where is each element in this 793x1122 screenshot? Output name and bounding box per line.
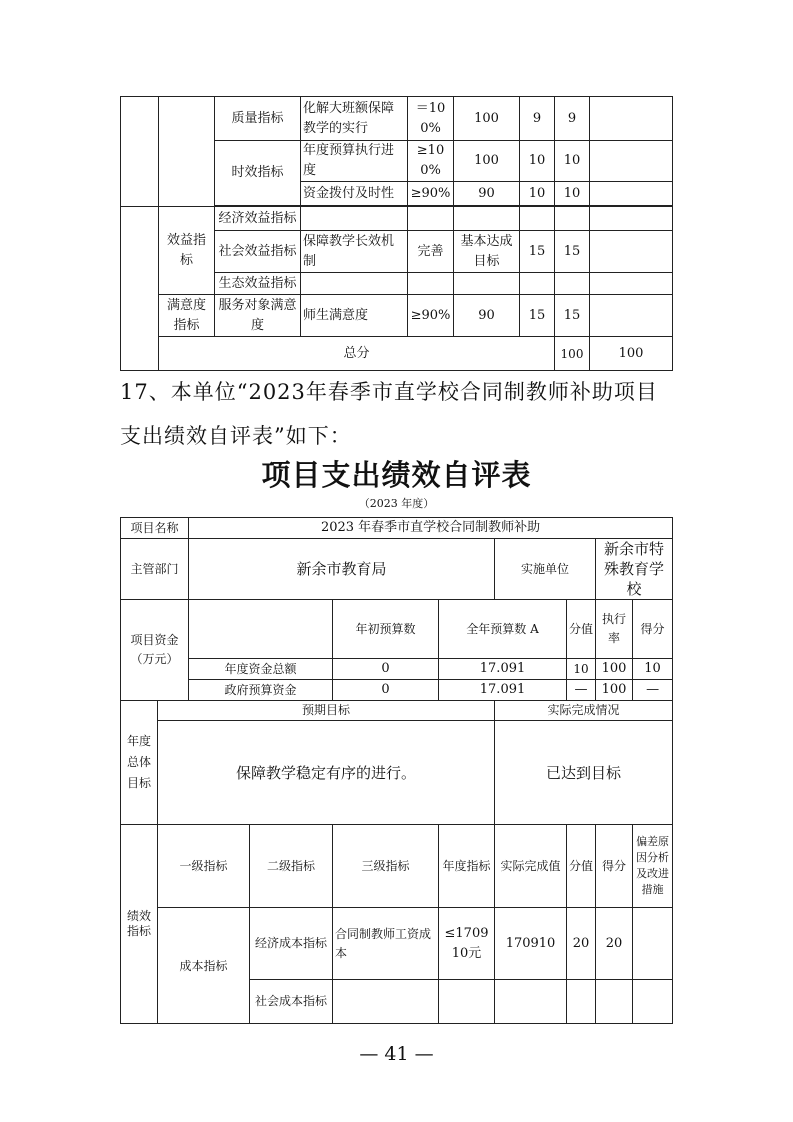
row-gov-weight: — — [567, 680, 596, 701]
social-benefit-label: 社会效益指标 — [215, 231, 301, 273]
blank-cell — [520, 273, 555, 295]
self-evaluation-form — [120, 517, 673, 1024]
header-score: 得分 — [596, 825, 633, 908]
cost-actual: 170910 — [495, 908, 567, 980]
blank-cell — [301, 273, 408, 295]
timeliness-indicator-label: 时效指标 — [215, 141, 301, 206]
blank-cell — [590, 295, 673, 337]
satisfaction-indicator-label: 满意度指标 — [159, 295, 215, 337]
actual-value: 100 — [454, 141, 520, 182]
actual-value: 基本达成目标 — [454, 231, 520, 273]
row-gov-funds-label: 政府预算资金 — [189, 680, 333, 701]
form-title: 项目支出绩效自评表 — [261, 458, 532, 492]
funds-label: 项目资金（万元） — [121, 600, 189, 701]
header-deviation-analysis: 偏差原因分析及改进措施 — [633, 825, 673, 908]
weight-value: 9 — [520, 97, 555, 141]
actual-completion-text: 已达到目标 — [495, 721, 673, 825]
blank-cell — [590, 273, 673, 295]
header-level1: 一级指标 — [158, 825, 250, 908]
social-cost-label: 社会成本指标 — [250, 980, 333, 1024]
actual-completion-label: 实际完成情况 — [495, 701, 673, 721]
col-weight: 分值 — [567, 600, 596, 659]
blank-cell — [301, 207, 408, 231]
total-weight: 100 — [555, 337, 590, 371]
body-paragraph-line: 支出绩效自评表”如下： — [120, 424, 352, 448]
col-score: 得分 — [633, 600, 673, 659]
benefit-indicator-label: 效益指标 — [159, 207, 215, 295]
blank-cell — [555, 273, 590, 295]
score-value: 10 — [555, 182, 590, 206]
performance-table-continued — [120, 96, 673, 371]
blank-cell — [555, 207, 590, 231]
weight-value: 15 — [520, 295, 555, 337]
target-value: ≥90% — [408, 295, 454, 337]
indicator-text: 资金拨付及时性 — [301, 182, 408, 206]
row-total-weight: 10 — [567, 659, 596, 680]
weight-value: 10 — [520, 182, 555, 206]
impl-label: 实施单位 — [495, 539, 596, 600]
header-level2: 二级指标 — [250, 825, 333, 908]
blank-cell — [590, 141, 673, 182]
col-annual-budget: 全年预算数 A — [439, 600, 567, 659]
blank-cell — [454, 207, 520, 231]
row-total-initial: 0 — [333, 659, 439, 680]
page-number: — 41 — — [359, 1043, 434, 1065]
economic-cost-label: 经济成本指标 — [250, 908, 333, 980]
cost-target: ≤170910元 — [439, 908, 495, 980]
blank-cell — [590, 231, 673, 273]
blank-cell — [495, 980, 567, 1024]
blank-cell — [454, 273, 520, 295]
body-paragraph-line: 17、本单位“2023年春季市直学校合同制教师补助项目 — [120, 380, 658, 404]
col-initial-budget: 年初预算数 — [333, 600, 439, 659]
indicator-text: 化解大班额保障教学的实行 — [301, 97, 408, 141]
row-gov-annual: 17.091 — [439, 680, 567, 701]
score-value: 9 — [555, 97, 590, 141]
blank-cell — [590, 207, 673, 231]
actual-value: 90 — [454, 295, 520, 337]
indicator-text: 保障教学长效机制 — [301, 231, 408, 273]
project-name-label: 项目名称 — [121, 518, 189, 539]
score-value: 15 — [555, 295, 590, 337]
target-value: 完善 — [408, 231, 454, 273]
header-level3: 三级指标 — [333, 825, 439, 908]
annual-goal-label: 年度总体目标 — [121, 701, 158, 825]
blank-cell — [333, 980, 439, 1024]
service-satisfaction-label: 服务对象满意度 — [215, 295, 301, 337]
blank-cell — [159, 97, 215, 207]
cost-weight: 20 — [567, 908, 596, 980]
blank-cell — [633, 980, 673, 1024]
total-score: 100 — [590, 337, 673, 371]
expected-goal-text: 保障教学稳定有序的进行。 — [158, 721, 495, 825]
impl-value: 新余市特殊教育学校 — [596, 539, 673, 600]
blank-cell — [439, 980, 495, 1024]
row-total-annual: 17.091 — [439, 659, 567, 680]
blank-cell — [189, 600, 333, 659]
blank-cell — [590, 97, 673, 141]
indicator-text: 年度预算执行进度 — [301, 141, 408, 182]
col-exec-rate: 执行率 — [596, 600, 633, 659]
blank-cell — [121, 97, 159, 207]
row-gov-score: — — [633, 680, 673, 701]
target-value: ≥90% — [408, 182, 454, 206]
blank-cell — [520, 207, 555, 231]
dept-label: 主管部门 — [121, 539, 189, 600]
header-weight: 分值 — [567, 825, 596, 908]
blank-cell — [408, 207, 454, 231]
weight-value: 15 — [520, 231, 555, 273]
cost-item-text: 合同制教师工资成本 — [333, 908, 439, 980]
header-annual-target: 年度指标 — [439, 825, 495, 908]
ecological-benefit-label: 生态效益指标 — [215, 273, 301, 295]
blank-cell — [633, 908, 673, 980]
blank-cell — [408, 273, 454, 295]
actual-value: 100 — [454, 97, 520, 141]
row-total-score: 10 — [633, 659, 673, 680]
blank-cell — [596, 980, 633, 1024]
expected-goal-label: 预期目标 — [158, 701, 495, 721]
target-value: ＝100% — [408, 97, 454, 141]
row-gov-rate: 100 — [596, 680, 633, 701]
cost-indicator-label: 成本指标 — [158, 908, 250, 1024]
cost-score: 20 — [596, 908, 633, 980]
score-value: 15 — [555, 231, 590, 273]
economic-benefit-label: 经济效益指标 — [215, 207, 301, 231]
total-label: 总分 — [159, 337, 555, 371]
blank-cell — [567, 980, 596, 1024]
dept-value: 新余市教育局 — [189, 539, 495, 600]
indicator-text: 师生满意度 — [301, 295, 408, 337]
target-value: ≥100% — [408, 141, 454, 182]
blank-cell — [590, 182, 673, 206]
project-name: 2023 年春季市直学校合同制教师补助 — [189, 518, 673, 539]
row-total-funds-label: 年度资金总额 — [189, 659, 333, 680]
blank-cell — [121, 207, 159, 371]
quality-indicator-label: 质量指标 — [215, 97, 301, 141]
form-year: （2023 年度） — [358, 497, 435, 510]
performance-indicators-label: 绩效指标 — [121, 825, 158, 1024]
actual-value: 90 — [454, 182, 520, 206]
score-value: 10 — [555, 141, 590, 182]
row-gov-initial: 0 — [333, 680, 439, 701]
weight-value: 10 — [520, 141, 555, 182]
row-total-rate: 100 — [596, 659, 633, 680]
header-actual-value: 实际完成值 — [495, 825, 567, 908]
